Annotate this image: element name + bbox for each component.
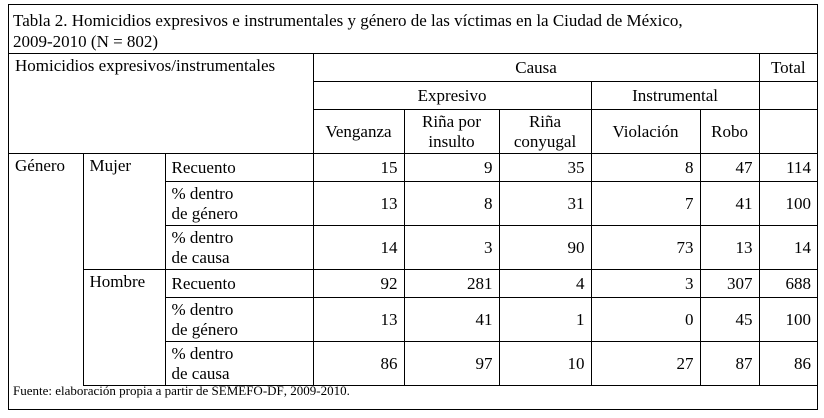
total-spacer — [759, 82, 817, 110]
table-cell: 100 — [759, 182, 817, 226]
col-violacion: Violación — [591, 110, 700, 154]
total-header: Total — [759, 54, 817, 82]
col-robo: Robo — [700, 110, 759, 154]
col-rina-insulto-line-1: Riña por — [422, 111, 482, 131]
table-title — [13, 10, 683, 52]
row-label-line-1: % dentro — [171, 183, 234, 203]
row-label-line-1: % dentro — [171, 299, 234, 319]
title-line-2: 2009-2010 (N = 802) — [13, 32, 159, 51]
table-cell: 13 — [700, 226, 759, 270]
row-label — [165, 182, 313, 226]
footnote-prefix: Fuente: elaboración propia a partir de — [13, 383, 212, 398]
table-cell: 13 — [313, 182, 404, 226]
table-cell: 14 — [759, 226, 817, 270]
table-cell: 86 — [759, 342, 817, 386]
data-table — [9, 53, 817, 386]
corner-header: Homicidios expresivos/instrumentales — [9, 54, 313, 154]
table-cell: 87 — [700, 342, 759, 386]
expresivo-header: Expresivo — [313, 82, 591, 110]
table-cell: 47 — [700, 154, 759, 182]
table-footnote — [13, 383, 350, 399]
col-rina-conyugal-line-1: Riña — [528, 111, 562, 131]
row-label: Recuento — [165, 154, 313, 182]
table-cell: 90 — [499, 226, 591, 270]
table-cell: 41 — [404, 298, 499, 342]
mujer-label: Mujer — [83, 154, 165, 270]
table-cell: 307 — [700, 270, 759, 298]
table-cell: 14 — [313, 226, 404, 270]
row-label — [165, 226, 313, 270]
table-cell: 15 — [313, 154, 404, 182]
row-label — [165, 342, 313, 386]
row-label-line-1: % dentro — [171, 343, 234, 363]
table-cell: 27 — [591, 342, 700, 386]
row-label-line-2: de género — [171, 203, 239, 223]
table-cell: 1 — [499, 298, 591, 342]
causa-header: Causa — [313, 54, 759, 82]
table-row — [9, 270, 817, 298]
col-rina-conyugal-line-2: conyugal — [513, 131, 577, 151]
col-rina-insulto-line-2: insulto — [428, 131, 475, 151]
table-cell: 688 — [759, 270, 817, 298]
table-cell: 35 — [499, 154, 591, 182]
table-cell: 3 — [404, 226, 499, 270]
table-cell: 86 — [313, 342, 404, 386]
table-cell: 0 — [591, 298, 700, 342]
footnote-suffix: , 2009-2010. — [283, 383, 350, 398]
title-line-1: Tabla 2. Homicidios expresivos e instrumentales y género de las víctimas en la Ciudad de México, — [13, 11, 683, 30]
table-cell: 41 — [700, 182, 759, 226]
table-cell: 100 — [759, 298, 817, 342]
table-cell: 45 — [700, 298, 759, 342]
row-label-line-2: de género — [171, 319, 239, 339]
row-label: Recuento — [165, 270, 313, 298]
footnote-source: SEMEFO-DF — [211, 383, 284, 398]
header-row-1 — [9, 54, 817, 82]
row-label-line-2: de causa — [171, 247, 230, 267]
col-total-spacer — [759, 110, 817, 154]
table-cell: 8 — [404, 182, 499, 226]
table-cell: 92 — [313, 270, 404, 298]
table-cell: 31 — [499, 182, 591, 226]
instrumental-header: Instrumental — [591, 82, 759, 110]
col-rina-conyugal — [499, 110, 591, 154]
row-label — [165, 298, 313, 342]
table-cell: 281 — [404, 270, 499, 298]
table-cell: 13 — [313, 298, 404, 342]
table-cell: 3 — [591, 270, 700, 298]
table-cell: 9 — [404, 154, 499, 182]
table-cell: 114 — [759, 154, 817, 182]
table-cell: 97 — [404, 342, 499, 386]
table-cell: 73 — [591, 226, 700, 270]
row-label-line-2: de causa — [171, 363, 230, 383]
col-venganza: Venganza — [313, 110, 404, 154]
col-rina-insulto — [404, 110, 499, 154]
hombre-label: Hombre — [83, 270, 165, 386]
table-cell: 8 — [591, 154, 700, 182]
table-cell: 10 — [499, 342, 591, 386]
table-cell: 7 — [591, 182, 700, 226]
genero-label: Género — [9, 154, 83, 386]
document-table — [8, 4, 818, 410]
table-cell: 4 — [499, 270, 591, 298]
table-row — [9, 154, 817, 182]
row-label-line-1: % dentro — [171, 227, 234, 247]
